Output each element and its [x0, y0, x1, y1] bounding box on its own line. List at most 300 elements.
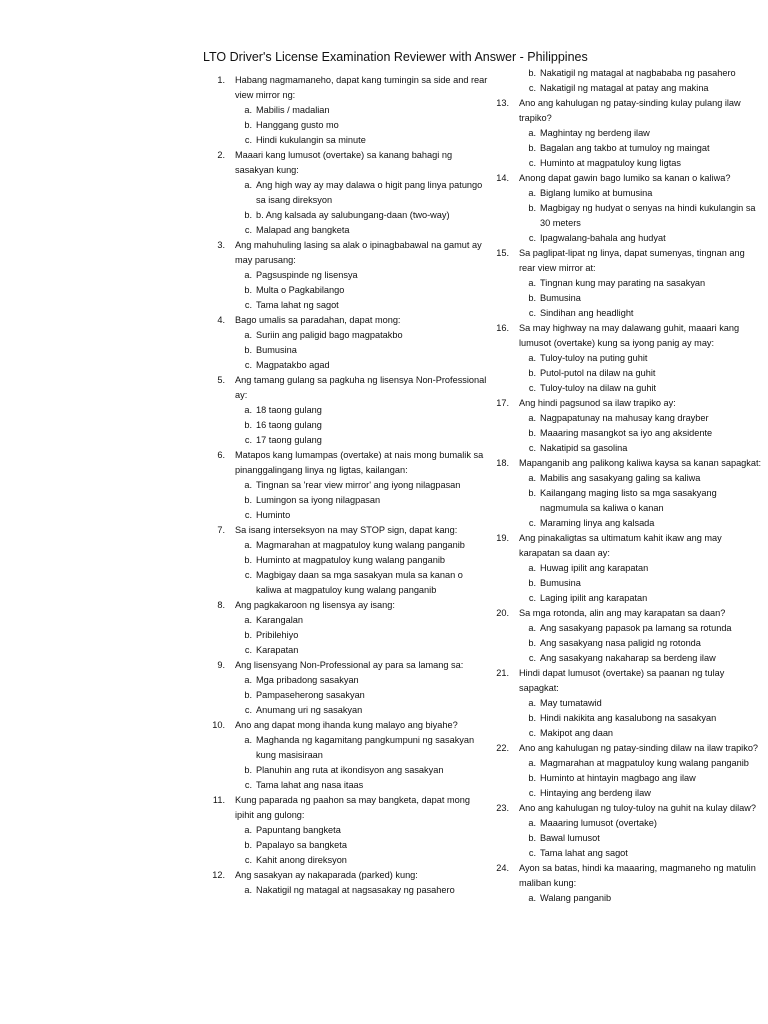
- question-text: Habang nagmamaneho, dapat kang tumingin sa side and rear view mirror ng:: [235, 75, 488, 100]
- option-letter: c.: [244, 225, 252, 235]
- question: [487, 321, 762, 351]
- answer-option: [203, 418, 488, 433]
- question-text: Ano ang kahulugan ng tuloy-tuloy na guhit na kulay dilaw?: [519, 803, 756, 813]
- option-letter: b.: [528, 368, 536, 378]
- option-letter: b.: [528, 143, 536, 153]
- question-text: Kung paparada ng paahon sa may bangketa, dapat mong ipihit ang gulong:: [235, 795, 470, 820]
- option-letter: c.: [528, 233, 536, 243]
- answer-option: [487, 276, 762, 291]
- answer-option: [487, 381, 762, 396]
- answer-option: [203, 493, 488, 508]
- option-text: Lumingon sa iyong nilagpasan: [256, 495, 381, 505]
- option-text: Mabilis / madalian: [256, 105, 330, 115]
- option-text: Magbigay daan sa mga sasakyan mula sa kanan o kaliwa at magpatuloy kung walang panganib: [256, 570, 463, 595]
- option-text: Tama lahat ng sagot: [256, 300, 339, 310]
- option-letter: c.: [244, 780, 252, 790]
- answer-option: [203, 553, 488, 568]
- option-letter: c.: [244, 135, 252, 145]
- question-text: Sa mga rotonda, alin ang may karapatan sa daan?: [519, 608, 726, 618]
- answer-option: [487, 486, 762, 516]
- answer-option: [487, 846, 762, 861]
- question-block: [203, 718, 488, 793]
- option-letter: b.: [244, 765, 252, 775]
- option-letter: c.: [528, 848, 536, 858]
- answer-option: [203, 328, 488, 343]
- question-block: [203, 523, 488, 598]
- answer-option: [487, 306, 762, 321]
- question-number: 6.: [217, 450, 225, 460]
- option-letter: b.: [528, 488, 536, 498]
- answer-option: [487, 891, 762, 906]
- option-text: Laging ipilit ang karapatan: [540, 593, 648, 603]
- question: [203, 523, 488, 538]
- question-block: [203, 598, 488, 658]
- option-letter: a.: [244, 885, 252, 895]
- option-text: Bumusina: [256, 345, 297, 355]
- option-text: Nakatigil ng matagal at nagsasakay ng pasahero: [256, 885, 455, 895]
- question-number: 8.: [217, 600, 225, 610]
- question-text: Matapos kang lumampas (overtake) at nais mong bumalik sa pinanggalingang linya ng ligtas, kailangan:: [235, 450, 484, 475]
- option-text: Magpatakbo agad: [256, 360, 330, 370]
- answer-option: [487, 66, 762, 81]
- option-text: Pagsuspinde ng lisensya: [256, 270, 358, 280]
- question-number: 10.: [212, 720, 225, 730]
- answer-option: [203, 613, 488, 628]
- option-text: Pampaseherong sasakyan: [256, 690, 365, 700]
- question-block: [203, 148, 488, 238]
- question-number: 21.: [496, 668, 509, 678]
- answer-option: [203, 433, 488, 448]
- question: [203, 313, 488, 328]
- option-letter: b.: [244, 690, 252, 700]
- option-text: Maghintay ng berdeng ilaw: [540, 128, 650, 138]
- option-text: Pribilehiyo: [256, 630, 299, 640]
- option-text: 18 taong gulang: [256, 405, 322, 415]
- question-block: [487, 96, 762, 171]
- question-text: Sa paglipat-lipat ng linya, dapat sumenyas, tingnan ang rear view mirror at:: [519, 248, 745, 273]
- question-text: Ayon sa batas, hindi ka maaaring, magmaneho ng matulin maliban kung:: [519, 863, 756, 888]
- option-text: 17 taong gulang: [256, 435, 322, 445]
- question-block: [487, 606, 762, 666]
- answer-option: [487, 771, 762, 786]
- question-block: [487, 531, 762, 606]
- question: [487, 246, 762, 276]
- option-letter: a.: [528, 278, 536, 288]
- answer-option: [487, 411, 762, 426]
- question-block: [487, 456, 762, 531]
- answer-option: [203, 298, 488, 313]
- option-text: Maghanda ng kagamitang pangkumpuni ng sasakyan kung masisiraan: [256, 735, 475, 760]
- question: [487, 606, 762, 621]
- question-number: 16.: [496, 323, 509, 333]
- answer-option: [203, 358, 488, 373]
- answer-option: [487, 711, 762, 726]
- option-letter: b.: [528, 428, 536, 438]
- option-letter: b.: [244, 285, 252, 295]
- option-letter: a.: [244, 615, 252, 625]
- answer-option: [487, 636, 762, 651]
- option-text: Nakatigil ng matagal at patay ang makina: [540, 83, 709, 93]
- question-block: [487, 741, 762, 801]
- question-number: 12.: [212, 870, 225, 880]
- question-text: Ang mahuhuling lasing sa alak o ipinagbabawal na gamut ay may parusang:: [235, 240, 482, 265]
- option-letter: a.: [528, 818, 536, 828]
- answer-option: [487, 621, 762, 636]
- option-letter: a.: [244, 405, 252, 415]
- question-text: Anong dapat gawin bago lumiko sa kanan o kaliwa?: [519, 173, 731, 183]
- option-letter: c.: [528, 788, 536, 798]
- question-number: 9.: [217, 660, 225, 670]
- option-letter: c.: [528, 653, 536, 663]
- option-text: Karapatan: [256, 645, 299, 655]
- answer-option: [487, 831, 762, 846]
- option-text: Papuntang bangketa: [256, 825, 341, 835]
- option-text: Sindihan ang headlight: [540, 308, 634, 318]
- option-letter: c.: [528, 443, 536, 453]
- answer-option: [203, 763, 488, 778]
- option-letter: c.: [528, 308, 536, 318]
- option-text: Magmarahan at magpatuloy kung walang panganib: [540, 758, 749, 768]
- option-text: Mga pribadong sasakyan: [256, 675, 359, 685]
- answer-option: [487, 726, 762, 741]
- question-number: 23.: [496, 803, 509, 813]
- answer-option: [487, 651, 762, 666]
- question: [487, 96, 762, 126]
- option-text: Huminto at hintayin magbago ang ilaw: [540, 773, 696, 783]
- question-number: 7.: [217, 525, 225, 535]
- answer-option: [203, 268, 488, 283]
- question: [203, 718, 488, 733]
- option-letter: a.: [528, 473, 536, 483]
- option-letter: b.: [528, 713, 536, 723]
- question: [203, 793, 488, 823]
- question: [487, 666, 762, 696]
- option-text: Ang sasakyang papasok pa lamang sa rotunda: [540, 623, 732, 633]
- question-text: Ang sasakyan ay nakaparada (parked) kung:: [235, 870, 418, 880]
- question-block: [203, 73, 488, 148]
- answer-option: [487, 786, 762, 801]
- option-text: Hanggang gusto mo: [256, 120, 339, 130]
- answer-option: [203, 178, 488, 208]
- continued-options: [487, 66, 762, 96]
- question-text: Ano ang dapat mong ihanda kung malayo ang biyahe?: [235, 720, 458, 730]
- answer-option: [487, 516, 762, 531]
- answer-option: [487, 471, 762, 486]
- question: [203, 868, 488, 883]
- option-text: Huminto at magpatuloy kung ligtas: [540, 158, 681, 168]
- answer-option: [487, 561, 762, 576]
- option-letter: c.: [244, 645, 252, 655]
- question-block: [203, 313, 488, 373]
- option-text: Papalayo sa bangketa: [256, 840, 347, 850]
- answer-option: [487, 156, 762, 171]
- question-text: Sa isang interseksyon na may STOP sign, dapat kang:: [235, 525, 458, 535]
- option-letter: b.: [528, 203, 536, 213]
- option-text: Planuhin ang ruta at ikondisyon ang sasakyan: [256, 765, 444, 775]
- left-column: [203, 73, 488, 898]
- option-letter: a.: [244, 540, 252, 550]
- option-letter: a.: [528, 623, 536, 633]
- question-number: 18.: [496, 458, 509, 468]
- answer-option: [487, 351, 762, 366]
- question-text: Bago umalis sa paradahan, dapat mong:: [235, 315, 401, 325]
- question: [203, 658, 488, 673]
- question-text: Hindi dapat lumusot (overtake) sa paanan ng tulay sapagkat:: [519, 668, 725, 693]
- question-number: 22.: [496, 743, 509, 753]
- answer-option: [203, 103, 488, 118]
- question-number: 3.: [217, 240, 225, 250]
- question-block: [203, 793, 488, 868]
- answer-option: [203, 838, 488, 853]
- question-block: [487, 396, 762, 456]
- option-text: Tuloy-tuloy na dilaw na guhit: [540, 383, 657, 393]
- option-letter: b.: [528, 833, 536, 843]
- option-letter: a.: [244, 180, 252, 190]
- answer-option: [487, 591, 762, 606]
- option-text: Suriin ang paligid bago magpatakbo: [256, 330, 403, 340]
- question-block: [487, 246, 762, 321]
- question-block: [203, 448, 488, 523]
- question: [487, 171, 762, 186]
- question-number: 13.: [496, 98, 509, 108]
- answer-option: [203, 343, 488, 358]
- answer-option: [487, 576, 762, 591]
- option-text: Ang sasakyang nasa paligid ng rotonda: [540, 638, 701, 648]
- question-number: 1.: [217, 75, 225, 85]
- answer-option: [203, 208, 488, 223]
- option-text: Bumusina: [540, 293, 581, 303]
- question: [203, 373, 488, 403]
- option-letter: b.: [244, 555, 252, 565]
- option-text: Malapad ang bangketa: [256, 225, 350, 235]
- option-text: Tama lahat ang sagot: [540, 848, 628, 858]
- option-text: Huwag ipilit ang karapatan: [540, 563, 649, 573]
- answer-option: [203, 778, 488, 793]
- option-text: Multa o Pagkabilango: [256, 285, 345, 295]
- option-letter: c.: [244, 705, 252, 715]
- question-number: 4.: [217, 315, 225, 325]
- option-letter: b.: [244, 630, 252, 640]
- question: [487, 861, 762, 891]
- option-letter: c.: [528, 158, 536, 168]
- question: [487, 456, 762, 471]
- question-block: [487, 666, 762, 741]
- option-letter: a.: [244, 735, 252, 745]
- option-letter: c.: [244, 300, 252, 310]
- question-block: [203, 658, 488, 718]
- question-number: 15.: [496, 248, 509, 258]
- option-letter: c.: [528, 728, 536, 738]
- answer-option: [203, 223, 488, 238]
- question-text: Sa may highway na may dalawang guhit, maaari kang lumusot (overtake) kung sa iyong panig ay may:: [519, 323, 740, 348]
- option-text: Huminto: [256, 510, 291, 520]
- answer-option: [487, 141, 762, 156]
- question: [203, 148, 488, 178]
- question-block: [487, 861, 762, 906]
- answer-option: [203, 478, 488, 493]
- option-text: Bagalan ang takbo at tumuloy ng maingat: [540, 143, 710, 153]
- option-text: b. Ang kalsada ay salubungang-daan (two-way): [256, 210, 450, 220]
- question: [203, 598, 488, 613]
- option-letter: b.: [244, 495, 252, 505]
- question: [203, 73, 488, 103]
- option-letter: c.: [244, 360, 252, 370]
- option-letter: c.: [528, 518, 536, 528]
- answer-option: [203, 133, 488, 148]
- option-letter: a.: [244, 105, 252, 115]
- option-letter: b.: [244, 345, 252, 355]
- question-text: Ang tamang gulang sa pagkuha ng lisensya Non-Professional ay:: [235, 375, 487, 400]
- question: [487, 801, 762, 816]
- option-letter: b.: [244, 840, 252, 850]
- question-text: Ang lisensyang Non-Professional ay para sa lamang sa:: [235, 660, 464, 670]
- option-text: Maraming linya ang kalsada: [540, 518, 655, 528]
- question-number: 17.: [496, 398, 509, 408]
- option-text: Kailangang maging listo sa mga sasakyang nagmumula sa kaliwa o kanan: [540, 488, 717, 513]
- option-letter: c.: [244, 435, 252, 445]
- option-text: Nakatigil ng matagal at nagbababa ng pasahero: [540, 68, 736, 78]
- option-letter: a.: [528, 128, 536, 138]
- question-number: 24.: [496, 863, 509, 873]
- answer-option: [487, 366, 762, 381]
- option-text: Tingnan kung may parating na sasakyan: [540, 278, 706, 288]
- question-number: 11.: [212, 795, 225, 805]
- answer-option: [203, 733, 488, 763]
- option-text: Makipot ang daan: [540, 728, 614, 738]
- answer-option: [203, 853, 488, 868]
- option-text: Kahit anong direksyon: [256, 855, 347, 865]
- answer-option: [487, 441, 762, 456]
- question-block: [487, 801, 762, 861]
- option-text: Bumusina: [540, 578, 581, 588]
- option-text: Walang panganib: [540, 893, 612, 903]
- option-text: Tuloy-tuloy na puting guhit: [540, 353, 648, 363]
- question: [487, 396, 762, 411]
- question-number: 2.: [217, 150, 225, 160]
- option-text: Nakatipid sa gasolina: [540, 443, 628, 453]
- option-letter: a.: [528, 698, 536, 708]
- option-letter: a.: [528, 413, 536, 423]
- option-letter: a.: [244, 675, 252, 685]
- option-text: Putol-putol na dilaw na guhit: [540, 368, 656, 378]
- option-letter: c.: [528, 83, 536, 93]
- answer-option: [487, 201, 762, 231]
- question-number: 14.: [496, 173, 509, 183]
- answer-option: [487, 291, 762, 306]
- question: [203, 238, 488, 268]
- answer-option: [203, 118, 488, 133]
- answer-option: [487, 231, 762, 246]
- option-letter: c.: [244, 855, 252, 865]
- option-text: Magbigay ng hudyat o senyas na hindi kukulangin sa 30 meters: [540, 203, 756, 228]
- option-text: Ang sasakyang nakaharap sa berdeng ilaw: [540, 653, 716, 663]
- answer-option: [203, 568, 488, 598]
- answer-option: [203, 403, 488, 418]
- answer-option: [203, 643, 488, 658]
- question-text: Ang pagkakaroon ng lisensya ay isang:: [235, 600, 395, 610]
- option-letter: c.: [244, 510, 252, 520]
- question-text: Ano ang kahulugan ng patay-sinding kulay pulang ilaw trapiko?: [519, 98, 741, 123]
- option-letter: c.: [528, 593, 536, 603]
- option-letter: b.: [528, 773, 536, 783]
- question-text: Maaari kang lumusot (overtake) sa kanang bahagi ng sasakyan kung:: [235, 150, 453, 175]
- answer-option: [203, 673, 488, 688]
- answer-option: [487, 126, 762, 141]
- question-text: Mapanganib ang palikong kaliwa kaysa sa kanan sapagkat:: [519, 458, 762, 468]
- option-letter: b.: [528, 578, 536, 588]
- option-letter: a.: [528, 893, 536, 903]
- question-number: 20.: [496, 608, 509, 618]
- question-number: 19.: [496, 533, 509, 543]
- option-text: Hindi kukulangin sa minute: [256, 135, 366, 145]
- option-letter: a.: [528, 353, 536, 363]
- option-text: Ipagwalang-bahala ang hudyat: [540, 233, 666, 243]
- option-letter: c.: [528, 383, 536, 393]
- option-text: Ang high way ay may dalawa o higit pang linya patungo sa isang direksyon: [256, 180, 483, 205]
- question-block: [203, 868, 488, 898]
- option-text: Magmarahan at magpatuloy kung walang panganib: [256, 540, 465, 550]
- question-text: Ano ang kahulugan ng patay-sinding dilaw na ilaw trapiko?: [519, 743, 759, 753]
- question-block: [487, 321, 762, 396]
- answer-option: [487, 426, 762, 441]
- question: [487, 531, 762, 561]
- question-text: Ang hindi pagsunod sa ilaw trapiko ay:: [519, 398, 676, 408]
- option-letter: a.: [528, 563, 536, 573]
- question: [203, 448, 488, 478]
- option-letter: b.: [244, 120, 252, 130]
- answer-option: [487, 81, 762, 96]
- option-letter: c.: [244, 570, 252, 580]
- option-text: Hindi nakikita ang kasalubong na sasakyan: [540, 713, 717, 723]
- question-text: Ang pinakaligtas sa ultimatum kahit ikaw ang may karapatan sa daan ay:: [519, 533, 722, 558]
- answer-option: [203, 538, 488, 553]
- option-letter: b.: [528, 68, 536, 78]
- right-column: [487, 66, 762, 906]
- option-letter: a.: [244, 825, 252, 835]
- option-letter: a.: [528, 758, 536, 768]
- option-text: Nagpapatunay na mahusay kang drayber: [540, 413, 709, 423]
- option-text: Hintaying ang berdeng ilaw: [540, 788, 651, 798]
- question-block: [203, 373, 488, 448]
- option-text: Tingnan sa 'rear view mirror' ang iyong nilagpasan: [256, 480, 461, 490]
- answer-option: [203, 823, 488, 838]
- answer-option: [487, 756, 762, 771]
- option-text: Tama lahat ang nasa itaas: [256, 780, 364, 790]
- option-letter: b.: [528, 638, 536, 648]
- question-block: [487, 171, 762, 246]
- answer-option: [203, 283, 488, 298]
- option-text: Biglang lumiko at bumusina: [540, 188, 653, 198]
- option-letter: b.: [244, 210, 252, 220]
- answer-option: [487, 816, 762, 831]
- answer-option: [487, 696, 762, 711]
- option-text: Karangalan: [256, 615, 303, 625]
- page-title: LTO Driver's License Examination Reviewer with Answer - Philippines: [203, 50, 588, 64]
- option-text: Anumang uri ng sasakyan: [256, 705, 363, 715]
- option-text: May tumatawid: [540, 698, 602, 708]
- option-letter: b.: [528, 293, 536, 303]
- option-letter: a.: [244, 480, 252, 490]
- option-text: Maaaring lumusot (overtake): [540, 818, 657, 828]
- answer-option: [203, 688, 488, 703]
- option-letter: a.: [528, 188, 536, 198]
- option-text: Huminto at magpatuloy kung walang panganib: [256, 555, 445, 565]
- option-letter: b.: [244, 420, 252, 430]
- option-text: 16 taong gulang: [256, 420, 322, 430]
- answer-option: [203, 628, 488, 643]
- answer-option: [203, 703, 488, 718]
- question: [487, 741, 762, 756]
